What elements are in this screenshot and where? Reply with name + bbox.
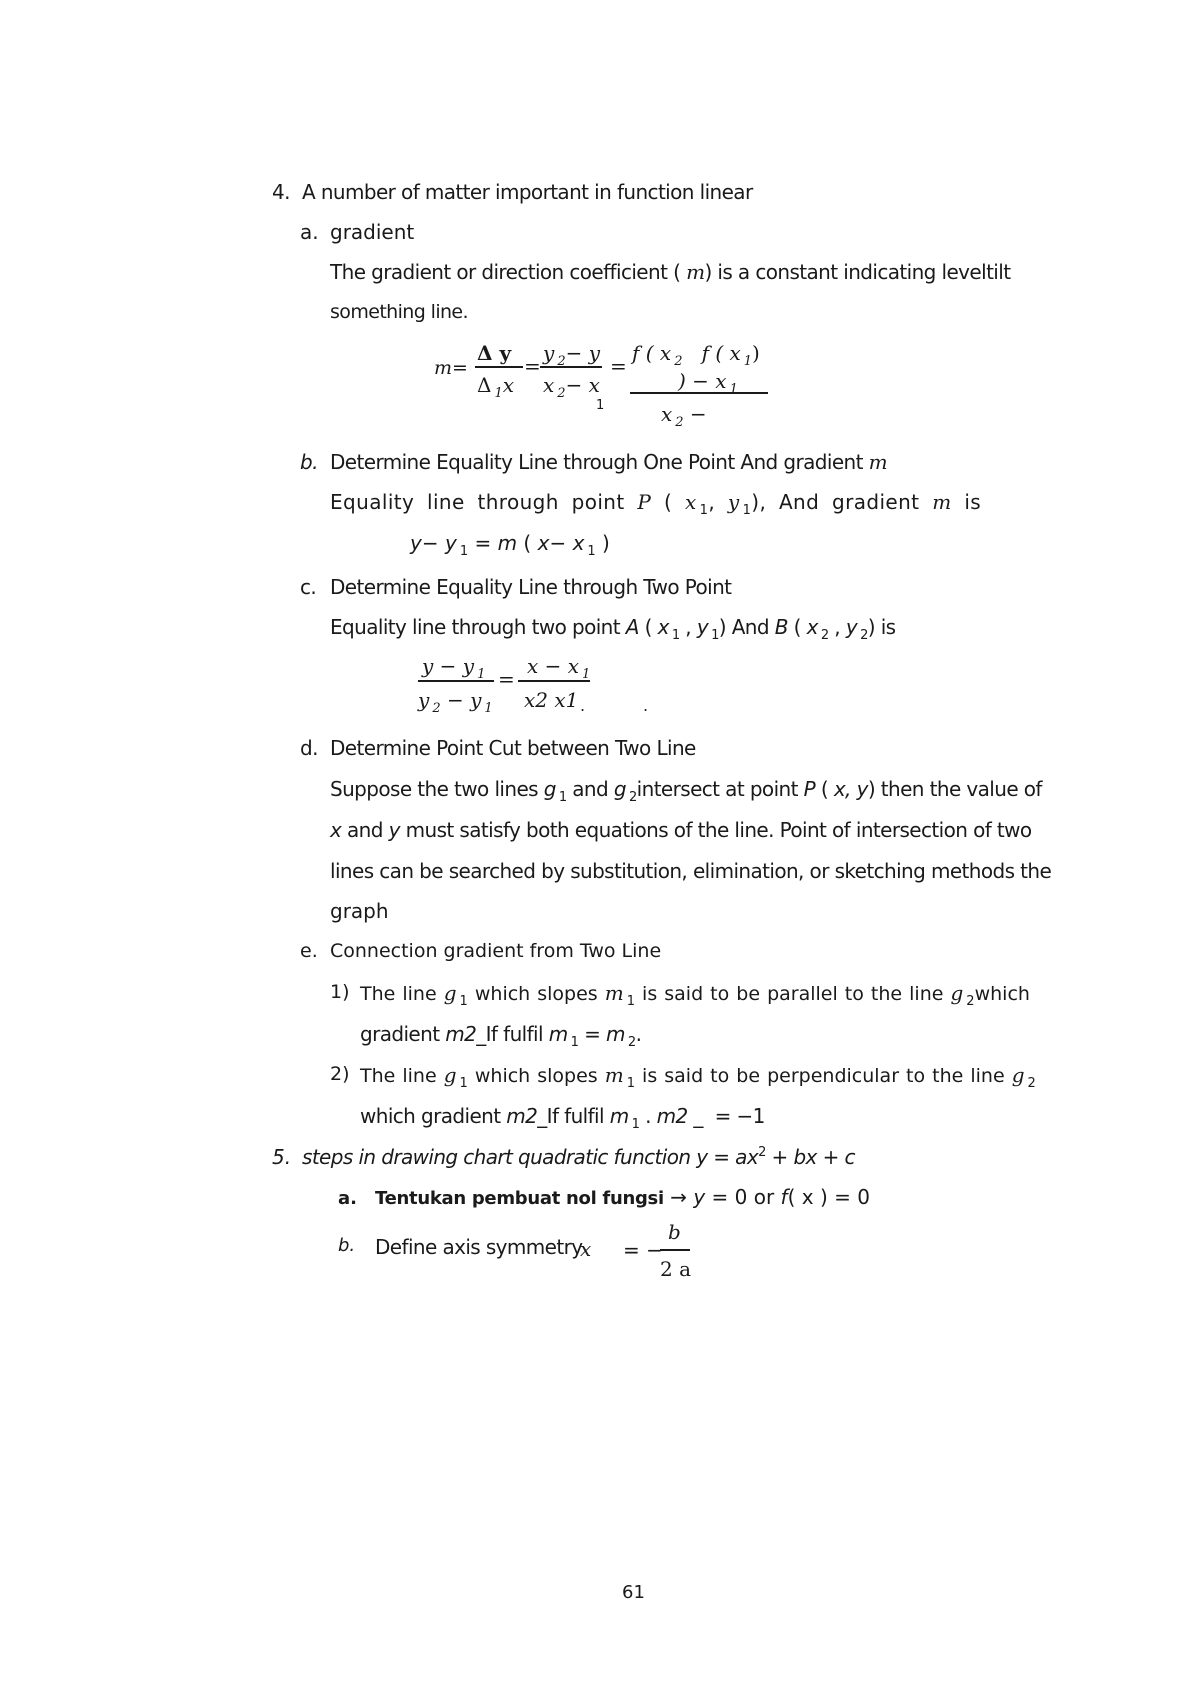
text: ) is a constant indicating leveltilt — [704, 260, 1011, 284]
equals: = — [474, 531, 492, 555]
var-f: f — [780, 1185, 788, 1209]
var-m2: m2 — [656, 1104, 688, 1128]
item4d-line1 — [330, 777, 1042, 805]
comma: , — [708, 490, 716, 514]
paren: ( — [820, 777, 829, 801]
text: ) then the value of — [867, 777, 1042, 801]
formula-m-eq: m= — [434, 357, 468, 379]
item5b-label: b. — [338, 1235, 356, 1256]
var-y: y — [696, 615, 709, 639]
var-c: c — [844, 1145, 855, 1169]
sub: 1 — [570, 1035, 579, 1050]
var-y: y — [388, 818, 400, 842]
var-xy: x, y — [833, 777, 868, 801]
sub: 2 — [966, 994, 975, 1009]
underscore: _ — [693, 1104, 703, 1128]
item4c-title: Determine Equality Line through Two Point — [330, 575, 732, 599]
var-g: g — [543, 777, 556, 801]
sup: 2 — [758, 1145, 766, 1160]
sub: 1 — [671, 628, 680, 643]
arrow-icon: → — [670, 1185, 687, 1209]
sub: 1 — [626, 994, 635, 1009]
fraction-bar — [660, 1249, 690, 1251]
y: y — [543, 341, 555, 365]
item4b-equation — [410, 531, 610, 559]
formula-den-left — [418, 688, 493, 716]
var-m2: m2 — [506, 1104, 538, 1128]
item4e-2-label: 2) — [330, 1063, 350, 1085]
text: − y — [446, 688, 482, 712]
sub: 1 — [582, 667, 591, 682]
paren: ( — [523, 531, 532, 555]
var-y: y — [444, 531, 457, 555]
sub: 1 — [558, 790, 567, 805]
item5a-line — [375, 1187, 870, 1208]
item4a-text-line2: something line. — [330, 301, 468, 323]
fraction-bar — [540, 366, 602, 368]
rest: ) − x — [678, 369, 727, 393]
dot: . — [635, 1022, 642, 1046]
item4e-label: e. — [300, 940, 318, 962]
text: Suppose the two lines — [330, 777, 538, 801]
text: = 0 or — [711, 1185, 775, 1209]
formula-delta-y: Δ y — [477, 341, 512, 365]
var-g: g — [443, 981, 457, 1005]
paren: ( — [644, 615, 652, 639]
sub: 1 — [626, 1076, 635, 1091]
x: x — [661, 402, 673, 426]
formula-eq1: = — [524, 354, 541, 378]
minus: − — [549, 531, 567, 555]
text: _If fulfil — [476, 1022, 543, 1046]
item4e-2-line1 — [360, 1063, 1036, 1091]
var-y: y — [693, 1185, 706, 1209]
item5-number: 5. — [272, 1145, 292, 1169]
text: gradient — [360, 1022, 440, 1046]
item4a-text-line1 — [330, 262, 1010, 282]
var-x: x — [572, 531, 585, 555]
minus: − — [421, 531, 439, 555]
text: which gradient — [360, 1104, 501, 1128]
var-m: m — [868, 450, 887, 474]
text: is said to be parallel to the line — [642, 983, 944, 1005]
text: which slopes — [474, 1065, 598, 1087]
item4e-1-line2 — [360, 1022, 642, 1050]
text: The gradient or direction coefficient ( — [330, 260, 681, 284]
f: f ( x — [701, 341, 741, 365]
sub: 2 — [674, 354, 683, 369]
delta: Δ — [477, 373, 492, 397]
formula-x-denominator — [543, 373, 600, 401]
sub: 1 — [459, 994, 468, 1009]
formula-delta-x — [477, 373, 515, 401]
sub: 2 — [432, 701, 441, 716]
item4-title: A number of matter important in function linear — [302, 180, 753, 204]
sub: 1 — [494, 386, 503, 401]
comma: , — [685, 615, 692, 639]
item4c-line1 — [330, 615, 896, 643]
var-x: x — [684, 490, 697, 514]
item5b-numerator: b — [668, 1220, 681, 1244]
y: y — [418, 688, 430, 712]
var-y: y — [696, 1145, 708, 1169]
text: Tentukan pembuat nol fungsi — [375, 1188, 664, 1209]
sub: 1 — [459, 544, 469, 559]
item4e-1-label: 1) — [330, 981, 350, 1003]
item4a-title: gradient — [330, 220, 415, 244]
minus: − — [689, 402, 707, 426]
formula-num-left — [422, 654, 486, 682]
var-g: g — [1011, 1063, 1025, 1087]
item5a-label: a. — [338, 1188, 357, 1209]
sub: 2 — [627, 1035, 636, 1050]
text: Equality line through point — [330, 490, 625, 514]
item5b-var-x: x — [580, 1237, 592, 1261]
var: x — [502, 373, 515, 397]
var-g: g — [950, 981, 964, 1005]
formula-eq2: = — [610, 354, 627, 378]
sub: 1 — [743, 354, 753, 369]
text: and — [572, 777, 609, 801]
sub: 1 — [477, 667, 486, 682]
formula-f-middle — [678, 369, 738, 397]
text: which — [974, 983, 1030, 1005]
rest: − y — [565, 341, 601, 365]
sub: 1 — [742, 503, 752, 518]
formula-den-right: x2 x1 — [524, 688, 579, 712]
formula-num-right — [527, 654, 591, 682]
text: The line — [360, 1065, 437, 1087]
var-m: m — [604, 1063, 624, 1087]
var-m2: m2 — [445, 1022, 477, 1046]
paren: ( — [664, 490, 673, 514]
item4e-2-line2 — [360, 1104, 765, 1132]
text: _If fulfil — [537, 1104, 604, 1128]
item4c-label: c. — [300, 575, 317, 599]
paren: ) — [602, 531, 610, 555]
text: Equality line through two point — [330, 615, 621, 639]
formula-dot: . — [580, 696, 586, 715]
formula-f-denominator — [661, 402, 707, 430]
equals: = — [584, 1022, 601, 1046]
sub: 2 — [557, 354, 566, 369]
var-g: g — [443, 1063, 457, 1087]
sub: 2 — [675, 415, 684, 430]
fraction-bar — [475, 366, 523, 368]
item4d-label: d. — [300, 736, 318, 760]
item4a-label: a. — [300, 220, 319, 244]
var-P: P — [637, 490, 652, 514]
f: f ( x — [632, 341, 672, 365]
text: and — [347, 818, 383, 842]
var-P: P — [803, 777, 816, 801]
rest: − x — [565, 373, 600, 397]
sub: 2 — [628, 790, 637, 805]
var-x: x — [330, 818, 342, 842]
var-B: B — [774, 615, 788, 639]
var-x: x — [657, 615, 669, 639]
close: ) — [752, 341, 760, 365]
formula-x1-sub: 1 — [596, 398, 605, 413]
var-bx: bx — [793, 1145, 817, 1169]
var-y: y — [845, 615, 858, 639]
equals: = — [713, 1145, 730, 1169]
item4b-title — [330, 452, 887, 472]
text: intersect at point — [636, 777, 798, 801]
item5-title — [302, 1147, 855, 1167]
equals-minus-one: = −1 — [714, 1104, 765, 1128]
sub: 1 — [711, 628, 719, 643]
sub: 1 — [699, 503, 709, 518]
text: which slopes — [474, 983, 598, 1005]
sub: 2 — [1027, 1076, 1036, 1091]
text: ) And — [718, 615, 769, 639]
var-m: m — [548, 1022, 568, 1046]
item4e-title: Connection gradient from Two Line — [330, 940, 662, 962]
item4b-label: b. — [300, 450, 318, 474]
dot: . — [645, 1104, 651, 1128]
fraction-bar — [418, 680, 494, 682]
page-number: 61 — [622, 1582, 645, 1603]
item4-number: 4. — [272, 180, 290, 204]
formula-y-numerator — [543, 341, 601, 369]
var-y: y — [727, 490, 740, 514]
text: y − y — [422, 654, 475, 678]
var-ax: ax — [735, 1145, 759, 1169]
item4d-line3: lines can be searched by substitution, elimination, or sketching methods the — [330, 859, 1052, 883]
text: The line — [360, 983, 437, 1005]
item4d-title: Determine Point Cut between Two Line — [330, 736, 696, 760]
formula-f-numerator — [632, 341, 760, 369]
sub: 1 — [587, 544, 596, 559]
formula-eq: = — [498, 667, 515, 691]
formula-dot: . — [643, 696, 649, 715]
var-m: m — [686, 260, 705, 284]
sub: 1 — [484, 701, 493, 716]
fraction-bar — [630, 392, 768, 394]
var-m: m — [609, 1104, 629, 1128]
text: ), And gradient — [751, 490, 920, 514]
text: must satisfy both equations of the line. Point of intersection of two — [405, 818, 1032, 842]
var-m: m — [932, 490, 952, 514]
sub: 2 — [557, 386, 566, 401]
var-m: m — [497, 531, 518, 555]
text: steps in drawing chart quadratic function — [302, 1145, 691, 1169]
sub: 2 — [860, 628, 868, 643]
text: x − x — [527, 654, 580, 678]
sub: 1 — [729, 382, 738, 397]
item4d-line2 — [330, 820, 1032, 840]
var-x: x — [537, 531, 550, 555]
item5b-denominator: 2 a — [660, 1257, 692, 1281]
var-y: y — [410, 531, 422, 555]
text: is — [964, 490, 982, 514]
var-g: g — [613, 777, 626, 801]
text: ) is — [867, 615, 896, 639]
item4e-1-line1 — [360, 981, 1030, 1009]
var-m: m — [606, 1022, 625, 1046]
item5b-eq: = − — [623, 1238, 663, 1262]
item4d-line4: graph — [330, 899, 389, 923]
comma: , — [834, 615, 841, 639]
sub: 1 — [459, 1076, 468, 1091]
fraction-bar — [518, 680, 590, 682]
plus: + — [822, 1145, 839, 1169]
text: ( x ) = 0 — [787, 1185, 870, 1209]
plus: + — [771, 1145, 788, 1169]
var-m: m — [604, 981, 624, 1005]
sub: 1 — [631, 1117, 640, 1132]
paren: ( — [793, 615, 801, 639]
text: is said to be perpendicular to the line — [642, 1065, 1005, 1087]
item5b-text: Define axis symmetry — [375, 1235, 583, 1259]
item4b-line1 — [330, 490, 982, 518]
text: Determine Equality Line through One Point And gradient — [330, 450, 863, 474]
var-A: A — [625, 615, 639, 639]
var-x: x — [806, 615, 818, 639]
x: x — [543, 373, 555, 397]
sub: 2 — [820, 628, 829, 643]
